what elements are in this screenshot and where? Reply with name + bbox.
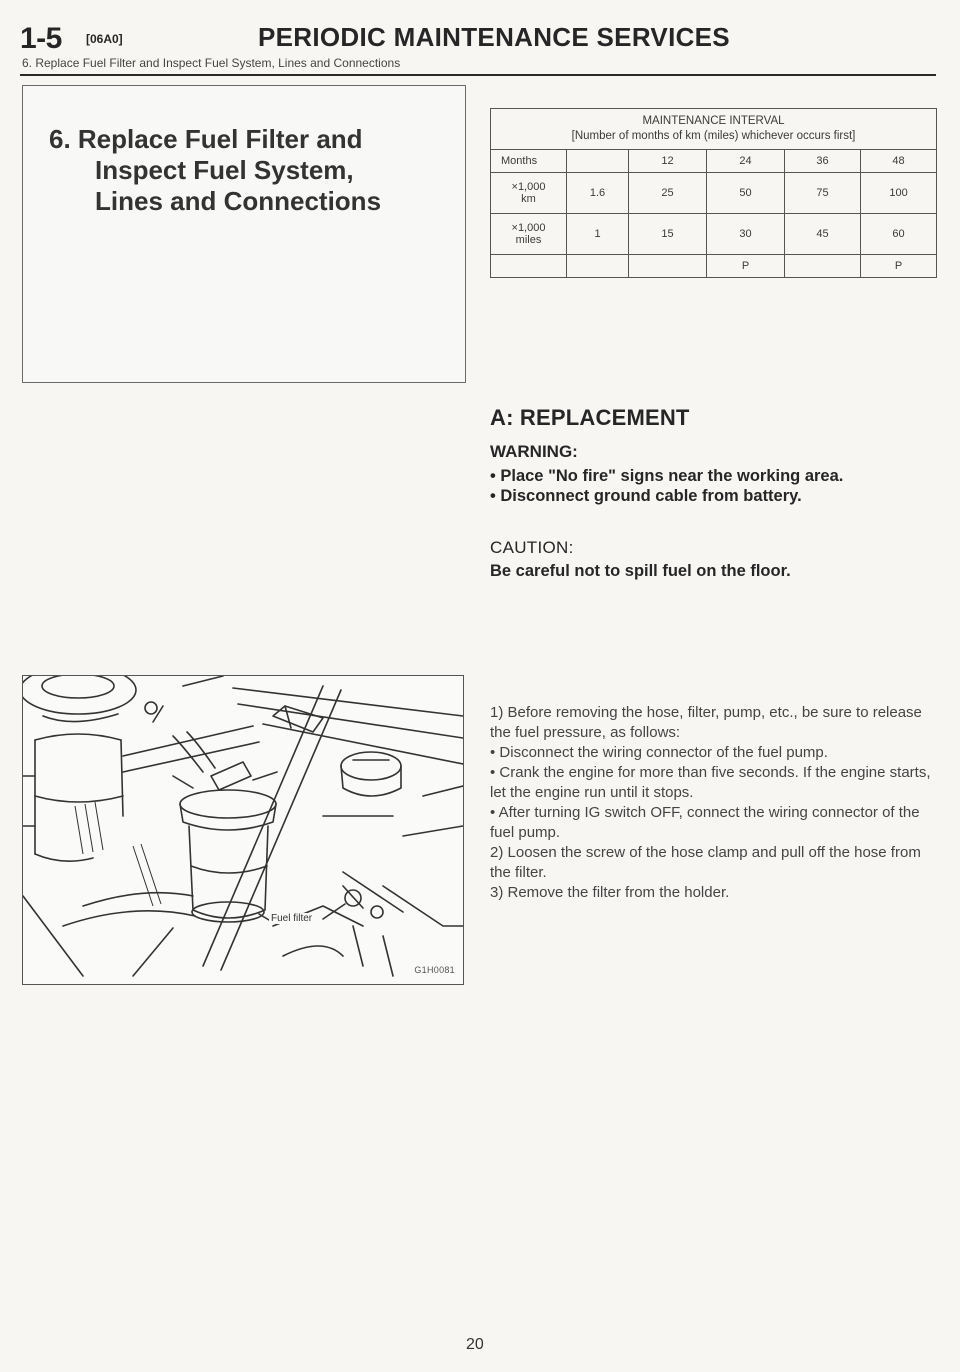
table-cell: 45 (785, 214, 861, 255)
replacement-heading: A: REPLACEMENT (490, 405, 690, 430)
row-label-km-unit: km (521, 193, 536, 205)
table-cell (567, 255, 629, 278)
procedure-step: 1) Before removing the hose, filter, pump, etc., be sure to release the fuel pressure, as follows: (490, 704, 922, 741)
section-heading-line: Inspect Fuel System, (95, 155, 354, 185)
table-title-main: MAINTENANCE INTERVAL (642, 115, 785, 127)
table-cell: 30 (707, 214, 785, 255)
table-cell: 1.6 (567, 173, 629, 214)
page-title: PERIODIC MAINTENANCE SERVICES (258, 22, 730, 52)
fuel-filter-figure (22, 675, 464, 985)
breadcrumb: 6. Replace Fuel Filter and Inspect Fuel System, Lines and Connections (22, 56, 401, 70)
table-cell (491, 255, 567, 278)
section-code: 1-5 (20, 22, 62, 55)
section-heading-line: Lines and Connections (95, 186, 382, 216)
table-title (491, 109, 937, 150)
procedure-step: • Disconnect the wiring connector of the fuel pump. (490, 744, 828, 761)
table-cell: 1 (567, 214, 629, 255)
table-cell: 12 (629, 150, 707, 173)
table-row (491, 255, 937, 278)
figure-id: G1H0081 (414, 965, 455, 975)
table-cell: 50 (707, 173, 785, 214)
table-cell: P (707, 255, 785, 278)
table-cell: 36 (785, 150, 861, 173)
procedure-step: 3) Remove the filter from the holder. (490, 884, 730, 901)
engine-bay-illustration (23, 676, 463, 984)
table-cell: 60 (861, 214, 937, 255)
table-cell: 100 (861, 173, 937, 214)
table-cell: 48 (861, 150, 937, 173)
section-heading-line: 6. Replace Fuel Filter and (49, 124, 363, 154)
table-cell: 24 (707, 150, 785, 173)
procedure-step: • Crank the engine for more than five seconds. If the engine starts, let the engine run until it stops. (490, 764, 931, 801)
table-cell: 25 (629, 173, 707, 214)
warning-item: • Place "No fire" signs near the working area. (490, 467, 844, 485)
header-divider (20, 74, 936, 76)
maintenance-interval-table (490, 108, 937, 278)
warning-list (490, 466, 936, 506)
caution-text: Be careful not to spill fuel on the floor. (490, 562, 791, 580)
table-cell: 75 (785, 173, 861, 214)
row-label-km-line: ×1,000 (511, 181, 546, 193)
caution-label: CAUTION: (490, 538, 574, 557)
row-label-miles (491, 214, 567, 255)
section-heading (49, 124, 449, 217)
table-cell: 15 (629, 214, 707, 255)
row-label-months: Months (491, 150, 567, 173)
warning-item: • Disconnect ground cable from battery. (490, 487, 802, 505)
section-title-box (22, 85, 466, 383)
table-row (491, 214, 937, 255)
table-row (491, 150, 937, 173)
table-cell (785, 255, 861, 278)
row-label-miles-line: ×1,000 (511, 222, 546, 234)
page-number: 20 (466, 1336, 484, 1353)
row-label-miles-unit: miles (515, 234, 542, 246)
warning-label: WARNING: (490, 442, 578, 461)
procedure-step: 2) Loosen the screw of the hose clamp and pull off the hose from the filter. (490, 844, 921, 881)
figure-label: Fuel filter (271, 913, 313, 924)
table-cell (629, 255, 707, 278)
row-label-km (491, 173, 567, 214)
procedure-text (490, 703, 936, 903)
table-row (491, 173, 937, 214)
table-cell (567, 150, 629, 173)
table-title-note: [Number of months of km (miles) whichever occurs first] (571, 130, 856, 142)
doc-code: [06A0] (86, 32, 123, 46)
table-title-row (491, 109, 937, 150)
procedure-step: • After turning IG switch OFF, connect the wiring connector of the fuel pump. (490, 804, 920, 841)
table-cell: P (861, 255, 937, 278)
